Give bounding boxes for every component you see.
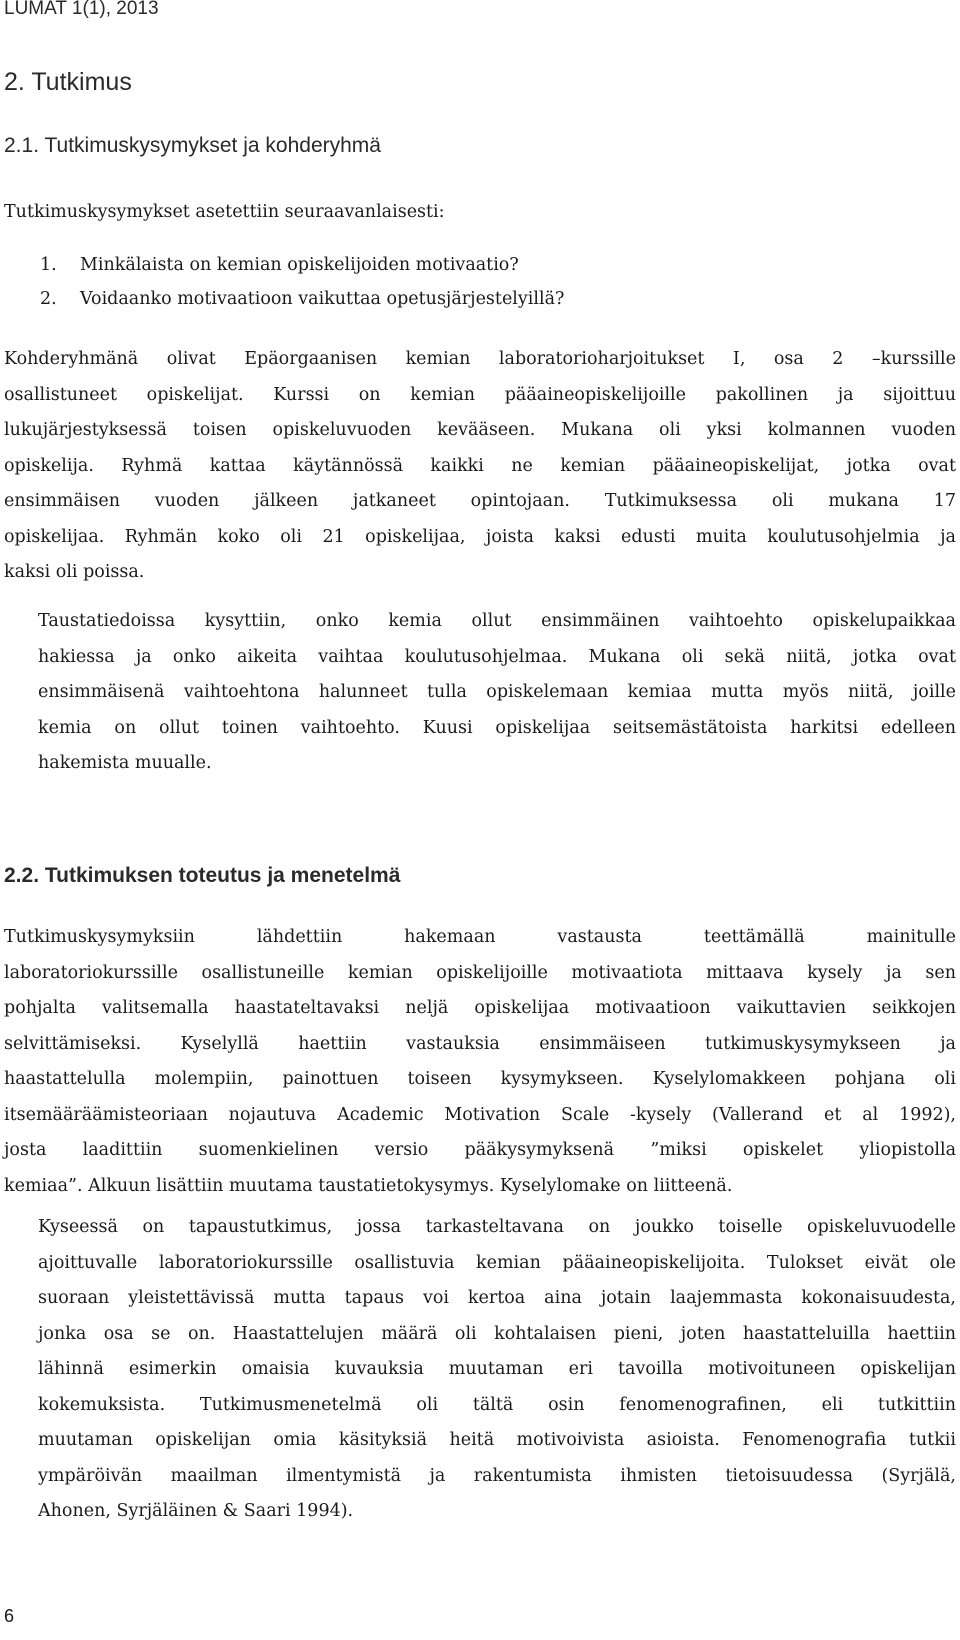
text-line: lähinnä esimerkin omaisia kuvauksia muutaman eri tavoilla motivoituneen opiskelijan bbox=[38, 1359, 956, 1379]
text-line: haastattelulla molempiin, painottuen toiseen kysymykseen. Kyselylomakkeen pohjana oli bbox=[4, 1069, 956, 1089]
subsection-heading-2-2: 2.2. Tutkimuksen toteutus ja menetelmä bbox=[4, 864, 401, 887]
paragraph-case-study bbox=[4, 1210, 956, 1530]
text-line: kemia on ollut toinen vaihtoehto. Kuusi opiskelijaa seitsemästätoista harkitsi edelleen bbox=[38, 717, 956, 738]
text-line: kokemuksista. Tutkimusmenetelmä oli tältä osin fenomenografinen, eli tutkittiin bbox=[38, 1394, 956, 1415]
text-line: ympäröivän maailman ilmentymistä ja rakentumista ihmisten tietoisuudessa (Syrjälä, bbox=[38, 1465, 956, 1486]
section-heading: 2. Tutkimus bbox=[4, 68, 132, 96]
text-line: opiskelijaa. Ryhmän koko oli 21 opiskelijaa, joista kaksi edusti muita koulutusohjelmia ja bbox=[4, 526, 956, 547]
list-item-number: 2. bbox=[40, 289, 57, 309]
paragraph-background bbox=[4, 604, 956, 782]
intro-sentence: Tutkimuskysymykset asetettiin seuraavanlaisesti: bbox=[4, 202, 445, 222]
text-line: pohjalta valitsemalla haastateltavaksi neljä opiskelijaa motivaatioon vaikuttavien seikkojen bbox=[4, 998, 956, 1018]
text-line: kemiaa”. Alkuun lisättiin muutama taustatietokysymys. Kyselylomake on liitteenä. bbox=[4, 1175, 733, 1196]
text-line: suoraan yleistettävissä mutta tapaus voi kertoa aina jotain laajemmasta kokonaisuudesta, bbox=[38, 1288, 956, 1308]
question-list bbox=[40, 248, 564, 316]
text-line: Ahonen, Syrjäläinen & Saari 1994). bbox=[38, 1501, 354, 1521]
text-line: Kohderyhmänä olivat Epäorgaanisen kemian laboratorioharjoitukset I, osa 2 –kurssille bbox=[4, 349, 956, 369]
text-line: hakiessa ja onko aikeita vaihtaa koulutusohjelmaa. Mukana oli sekä niitä, jotka ovat bbox=[38, 646, 956, 667]
paragraph-target-group bbox=[4, 342, 956, 591]
journal-header: LUMAT 1(1), 2013 bbox=[4, 0, 159, 19]
paragraph-method bbox=[4, 920, 956, 1204]
text-line: muutaman opiskelijan omia käsityksiä heitä motivoivista asioista. Fenomenografia tutkii bbox=[38, 1430, 956, 1450]
text-line: Tutkimuskysymyksiin lähdettiin hakemaan vastausta teettämällä mainitulle bbox=[4, 927, 956, 947]
list-item-number: 1. bbox=[40, 255, 57, 275]
text-line: opiskelija. Ryhmä kattaa käytännössä kaikki ne kemian pääaineopiskelijat, jotka ovat bbox=[4, 455, 956, 476]
text-line: kaksi oli poissa. bbox=[4, 562, 145, 582]
text-line: itsemääräämisteoriaan nojautuva Academic Motivation Scale -kysely (Vallerand et al 1992), bbox=[4, 1104, 956, 1125]
text-line: lukujärjestyksessä toisen opiskeluvuoden kevääseen. Mukana oli yksi kolmannen vuoden bbox=[4, 420, 956, 440]
page-number: 6 bbox=[4, 1606, 15, 1626]
text-line: jonka osa se on. Haastattelujen määrä oli kohtalaisen pieni, joten haastatteluilla haettiin bbox=[38, 1323, 956, 1344]
text-line: Taustatiedoissa kysyttiin, onko kemia ollut ensimmäinen vaihtoehto opiskelupaikkaa bbox=[38, 611, 956, 631]
text-line: laboratoriokurssille osallistuneille kemian opiskelijoille motivaatiota mittaava kysely ja sen bbox=[4, 962, 956, 983]
subsection-heading-2-1: 2.1. Tutkimuskysymykset ja kohderyhmä bbox=[4, 134, 381, 157]
list-item bbox=[40, 248, 564, 282]
text-line: selvittämiseksi. Kyselyllä haettiin vastauksia ensimmäiseen tutkimuskysymykseen ja bbox=[4, 1033, 956, 1054]
text-line: ajoittuvalle laboratoriokurssille osallistuvia kemian pääaineopiskelijoita. Tulokset eivät ole bbox=[38, 1252, 956, 1273]
text-line: Kyseessä on tapaustutkimus, jossa tarkasteltavana on joukko toiselle opiskeluvuodelle bbox=[38, 1217, 956, 1237]
list-item-text: Minkälaista on kemian opiskelijoiden motivaatio? bbox=[80, 255, 519, 275]
text-line: ensimmäisen vuoden jälkeen jatkaneet opintojaan. Tutkimuksessa oli mukana 17 bbox=[4, 491, 956, 511]
text-line: josta laadittiin suomenkielinen versio pääkysymyksenä ”miksi opiskelet yliopistolla bbox=[4, 1140, 956, 1160]
text-line: osallistuneet opiskelijat. Kurssi on kemian pääaineopiskelijoille pakollinen ja sijoittuu bbox=[4, 384, 956, 405]
list-item-text: Voidaanko motivaatioon vaikuttaa opetusjärjestelyillä? bbox=[80, 289, 565, 309]
text-line: hakemista muualle. bbox=[38, 753, 212, 773]
text-line: ensimmäisenä vaihtoehtona halunneet tulla opiskelemaan kemiaa mutta myös niitä, joille bbox=[38, 682, 956, 702]
list-item bbox=[40, 282, 564, 316]
